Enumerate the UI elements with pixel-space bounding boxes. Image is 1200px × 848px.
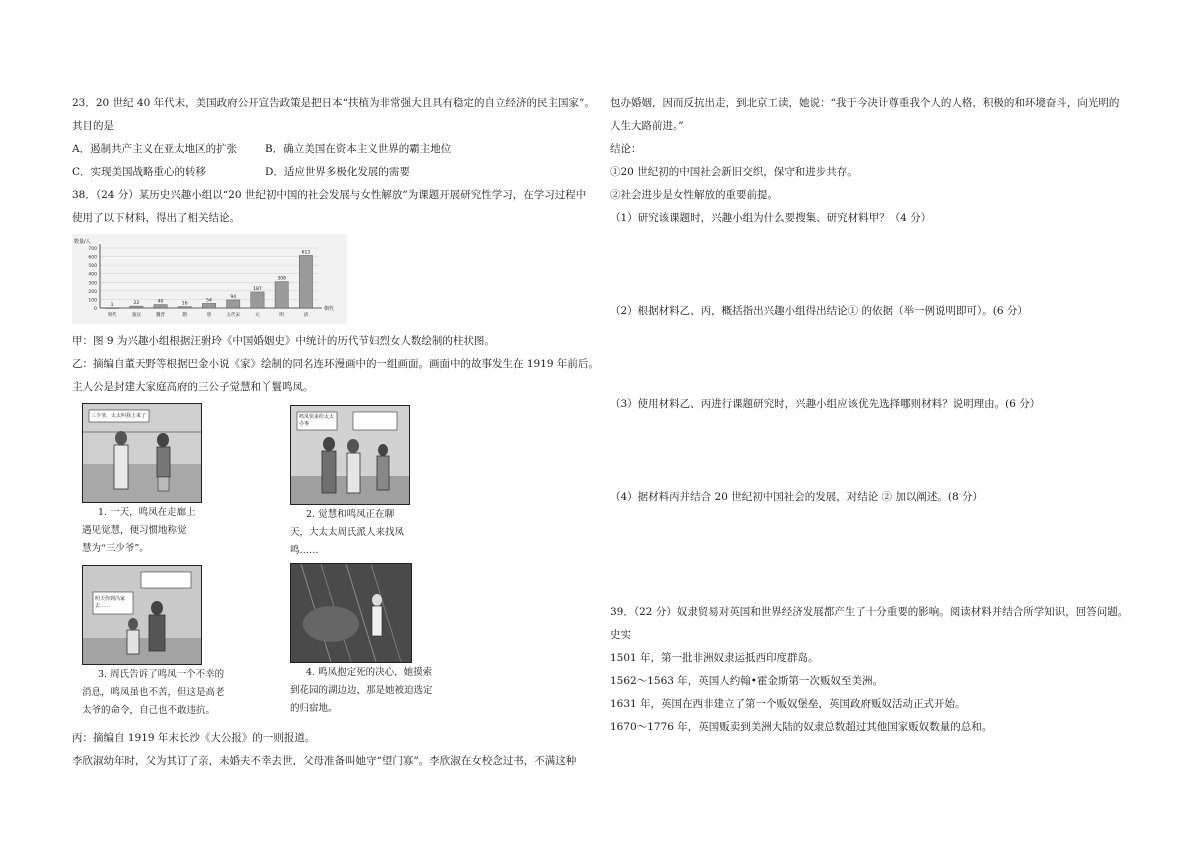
q23-option-c[interactable]: C．实现美国战略重心的转移 (72, 166, 207, 178)
answer-space-3[interactable] (610, 416, 1140, 486)
material-yi-line2: 主人公是封建大家庭高府的三公子觉慧和丫鬟鸣凤。 (72, 381, 314, 393)
comic-caption-2b: 天，大太太周氏派人来找凤 (290, 527, 405, 538)
bar-value-label: 308 (277, 276, 286, 282)
x-tick-label: 周代 (107, 313, 117, 318)
comic-panel-1 (82, 403, 292, 557)
comic-panel-2 (290, 405, 500, 559)
bar-value-label: 16 (181, 301, 188, 307)
bar (227, 300, 240, 308)
q23-option-d[interactable]: D．适应世界多极化发展的需要 (265, 166, 410, 178)
shishi-label: 史实 (610, 629, 631, 641)
answer-space-4[interactable] (610, 509, 1140, 601)
bar-value-label: 1 (110, 302, 114, 308)
conclusion-label: 结论： (610, 143, 642, 155)
y-tick-label: 600 (88, 255, 97, 261)
q38-stem-line1: 38．（24 分）某历史兴趣小组以“20 世纪初中国的社会发展与女性解放”为课题开展研究性学习，在学习过程中 (72, 189, 587, 201)
material-bing-text: 李欣淑幼年时，父为其订了亲，未婚夫不幸去世，父母准备叫她守“望门寡”。李欣淑在女校念过书，不满这种 (72, 755, 577, 767)
speech-bubble: 三少爷，太太叫我上来了 (91, 413, 147, 419)
comic-caption-4a: 4. 鸣凤抱定死的决心，她摸索 (306, 667, 433, 678)
comic-panels (72, 403, 592, 721)
y-tick-label: 200 (88, 289, 97, 295)
x-tick-label: 魏晋 (156, 313, 166, 318)
y-axis-label: 数量/人 (74, 239, 91, 245)
comic-illustration (82, 403, 202, 503)
fact-1: 1501 年，第一批非洲奴隶运抵西印度群岛。 (610, 652, 819, 664)
comic-caption-1a: 1. 一天，鸣凤在走廊上 (98, 507, 196, 518)
x-tick-label: 元 (255, 313, 260, 318)
bar-value-label: 613 (301, 250, 311, 256)
x-tick-label: 清 (303, 313, 309, 318)
comic-caption-2c: 鸣…… (290, 545, 319, 556)
bar (299, 255, 312, 308)
y-tick-label: 100 (88, 298, 97, 304)
x-tick-label: 隋 (182, 313, 188, 318)
q23-options-row1 (72, 138, 592, 161)
material-yi-line1: 乙：摘编自董天野等根据巴金小说《家》绘制的同名连环漫画中的一组画面。画面中的故事发生在 1919 年前后。 (72, 358, 599, 370)
bar (130, 306, 143, 308)
bar (178, 307, 191, 308)
conclusion-1: ①20 世纪初的中国社会新旧交织，保守和进步共存。 (610, 166, 858, 178)
comic-illustration (290, 563, 412, 663)
x-axis-label: 朝代 (324, 306, 335, 312)
bar-value-label: 22 (133, 301, 140, 307)
comic-panel-4 (290, 563, 500, 717)
x-tick-label: 唐 (206, 313, 212, 318)
material-jia: 甲：图 9 为兴趣小组根据汪驸玲《中国婚姻史》中统计的历代节妇烈女人数绘制的柱状图。 (72, 335, 495, 347)
answer-space-1[interactable] (610, 230, 1140, 300)
bar (154, 305, 167, 308)
material-bing-cont-line2: 人生大路前进。” (610, 120, 684, 132)
bar (251, 292, 264, 308)
subquestion-2: （2）根据材料乙、丙，概括指出兴趣小组得出结论① 的依据（举一例说明即可）。(6 分） (610, 305, 1028, 317)
comic-caption-3a: 3. 周氏告诉了鸣凤一个不幸的 (98, 669, 225, 680)
comic-drawing (83, 566, 201, 664)
comic-caption-1b: 遇见觉慧，便习惯地称觉 (82, 525, 187, 536)
q23-stem-line1: 23．20 世纪 40 年代末，美国政府公开宣告政策是把日本“扶植为非常强大且具有稳定的自立经济的民主国家”。 (72, 97, 595, 109)
y-tick-label: 500 (88, 264, 97, 270)
bar-value-label: 187 (253, 286, 262, 292)
comic-caption-3b: 消息，鸣凤虽也不苦，但这是高老 (82, 687, 225, 698)
bar-chart-jia (72, 234, 347, 324)
q23-stem-line2: 其目的是 (72, 120, 114, 132)
comic-drawing (291, 564, 411, 662)
conclusion-2: ②社会进步是女性解放的重要前提。 (610, 189, 778, 201)
y-tick-label: 300 (88, 281, 97, 287)
answer-space-2[interactable] (610, 323, 1140, 393)
q38-stem-line2: 使用了以下材料，得出了相关结论。 (72, 212, 240, 224)
material-bing-cont-line1: 包办婚姻，因而反抗出走，到北京工读，她说：“我于今决计尊重我个人的人格，积极的和环境奋斗，向光明的 (610, 97, 1120, 109)
material-bing-title: 丙：摘编自 1919 年末长沙《大公报》的一则报道。 (72, 732, 316, 744)
subquestion-1: （1）研究该课题时，兴趣小组为什么要搜集、研究材料甲？（4 分） (610, 212, 932, 224)
y-tick-label: 0 (94, 307, 97, 312)
comic-illustration (290, 405, 410, 505)
bar (105, 308, 118, 309)
bar-value-label: 94 (230, 294, 237, 300)
x-tick-label: 秦汉 (131, 313, 141, 318)
q23-options-row2 (72, 161, 592, 184)
fact-4: 1670～1776 年，英国贩卖到美洲大陆的奴隶总数超过其他国家贩奴数量的总和。 (610, 721, 993, 733)
comic-caption-1c: 慧为“三少爷”。 (82, 543, 149, 554)
q23-option-b[interactable]: B．确立美国在资本主义世界的霸主地位 (265, 143, 452, 155)
fact-2: 1562～1563 年，英国人约翰•霍金斯第一次贩奴至美洲。 (610, 675, 883, 687)
subquestion-3: （3）使用材料乙、丙进行课题研究时，兴趣小组应该优先选择哪则材料？说明理由。(6 分） (610, 398, 1041, 410)
comic-caption-4b: 到花园的湖边边，那是她被迫选定 (290, 685, 433, 696)
y-tick-label: 400 (88, 272, 97, 278)
comic-caption-2a: 2. 觉慧和鸣凤正在聊 (306, 509, 395, 520)
speech-bubble: 明天你到冯家去…… (95, 596, 126, 609)
comic-caption-4c: 的归宿地。 (290, 703, 338, 714)
bar-value-label: 54 (206, 298, 212, 304)
fact-3: 1631 年，英国在西非建立了第一个贩奴堡垒，英国政府贩奴活动正式开始。 (610, 698, 966, 710)
q39-stem: 39．（22 分）奴隶贸易对英国和世界经济发展都产生了十分重要的影响。阅读材料并结合所学知识，回答问题。 (610, 606, 1129, 618)
comic-illustration (82, 565, 202, 665)
bar (275, 282, 288, 308)
comic-caption-3c: 太爷的命令，自己也不敢违抗。 (82, 705, 216, 716)
right-column (610, 92, 1140, 739)
speech-bubble: 鸣凤快来给太太办事 (299, 414, 335, 427)
q23-option-a[interactable]: A．遏制共产主义在亚太地区的扩张 (72, 143, 238, 155)
x-tick-label: 五代宋 (226, 313, 240, 318)
comic-panel-3 (82, 565, 292, 719)
x-tick-label: 明 (279, 313, 284, 318)
left-column (72, 92, 599, 773)
y-tick-label: 700 (88, 247, 97, 252)
subquestion-4: （4）据材料丙并结合 20 世纪初中国社会的发展，对结论 ② 加以阐述。(8 分） (610, 491, 984, 503)
bar-chart-svg (72, 234, 347, 324)
bar-value-label: 40 (157, 299, 164, 305)
bar (202, 303, 215, 308)
